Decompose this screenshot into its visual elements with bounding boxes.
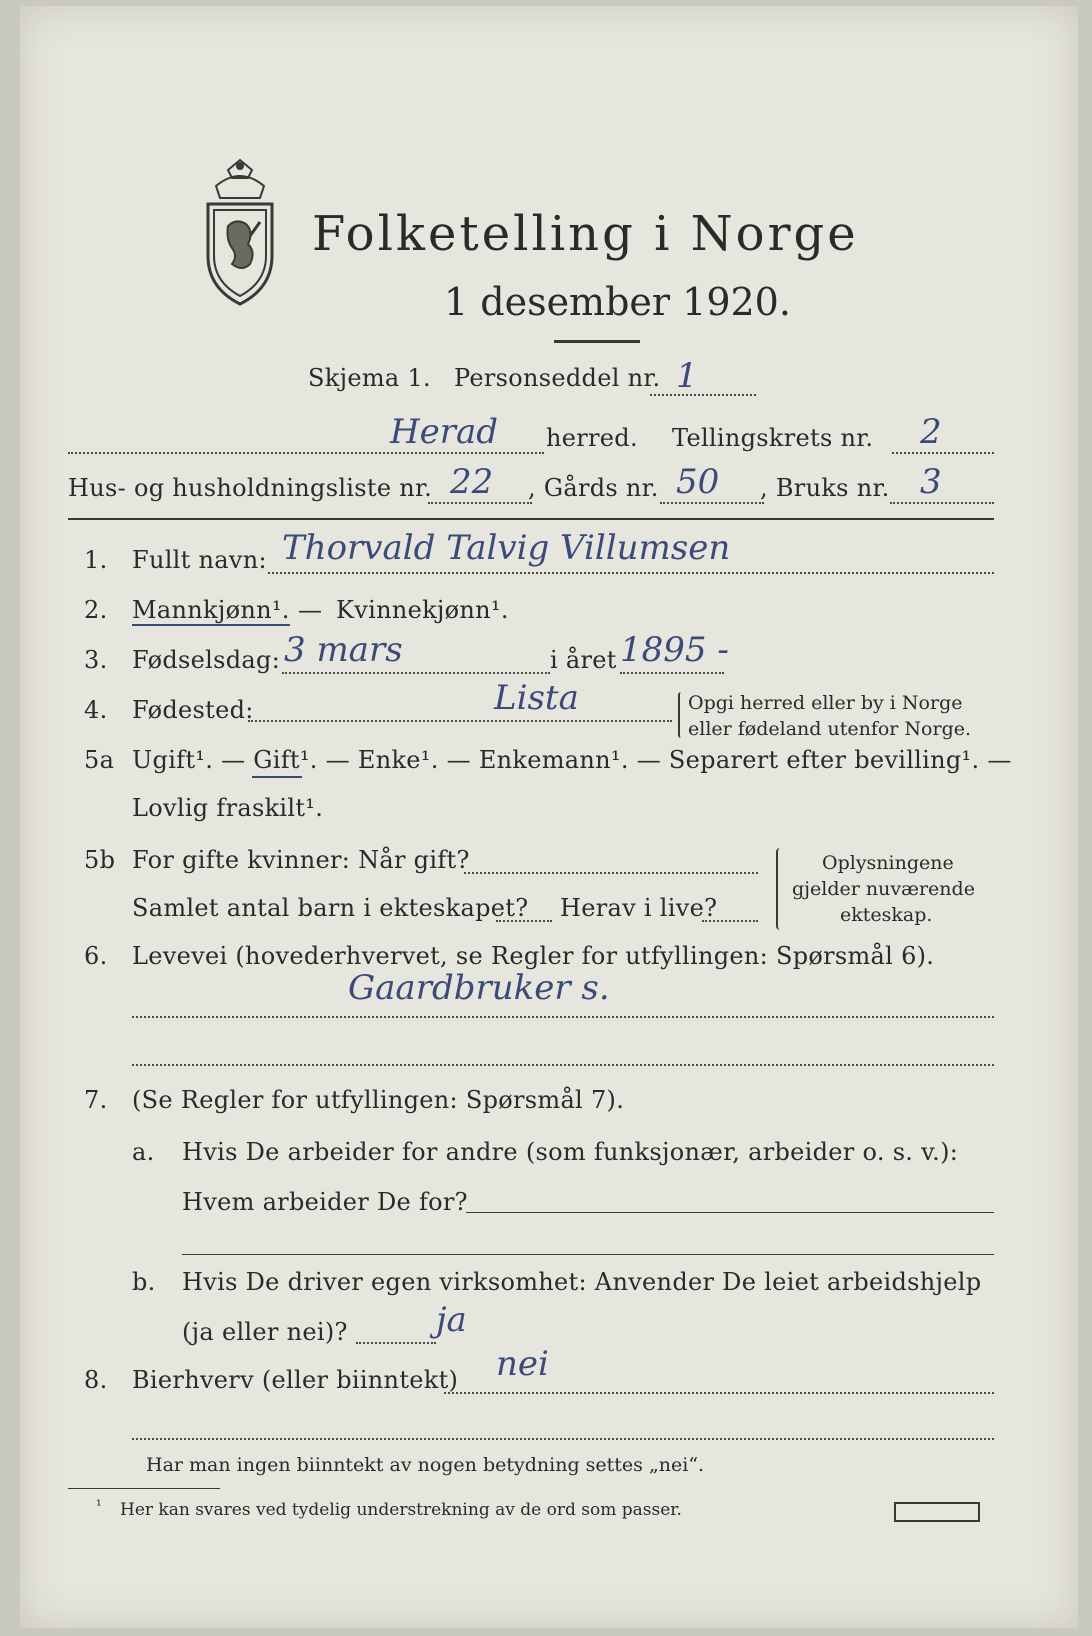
q7a-text: Hvis De arbeider for andre (som funksjonær, arbeider o. s. v.): — [182, 1138, 959, 1166]
gards-value[interactable]: 50 — [676, 462, 720, 502]
q8-line-1 — [444, 1392, 994, 1394]
q3-value[interactable]: 3 mars — [284, 630, 403, 670]
footnote-text: Her kan svares ved tydelig understrekning av de ord som passer. — [120, 1500, 682, 1520]
q5b-married-when-label: For gifte kvinner: Når gift? — [132, 846, 470, 874]
herred-value[interactable]: Herad — [390, 412, 499, 452]
form-title: Folketelling i Norge — [312, 206, 859, 262]
hus-label: Hus- og husholdningsliste nr. — [68, 474, 433, 502]
hus-line — [428, 502, 532, 504]
q8-value[interactable]: nei — [496, 1344, 549, 1384]
footer-note: Har man ingen biinntekt av nogen betydning settes „nei“. — [146, 1454, 705, 1476]
q1-number: 1. — [84, 546, 108, 574]
schema-label: Skjema 1. — [308, 364, 431, 392]
census-form-sheet — [20, 6, 1078, 1628]
title-divider — [554, 340, 640, 343]
q1-line — [268, 572, 994, 574]
q6-label: Levevei (hovederhvervet, se Regler for utfyllingen: Spørsmål 6). — [132, 942, 935, 970]
q5b-children-label: Samlet antal barn i ekteskapet? — [132, 894, 529, 922]
q4-note-line-1: Opgi herred eller by i Norge — [688, 692, 963, 714]
q5b-note-line-2: gjelder nuværende — [792, 878, 975, 900]
q7b-letter: b. — [132, 1268, 156, 1296]
q5b-note-bracket — [776, 848, 784, 930]
q4-number: 4. — [84, 696, 108, 724]
bruks-label: , Bruks nr. — [760, 474, 890, 502]
q5b-alive-line[interactable] — [702, 920, 758, 922]
q3-number: 3. — [84, 646, 108, 674]
q2-number: 2. — [84, 596, 108, 624]
census-date: 1 desember 1920. — [444, 280, 791, 324]
q4-line — [248, 720, 672, 722]
q7b-line — [356, 1342, 436, 1344]
q5b-number: 5b — [84, 846, 116, 874]
q7a-line-1[interactable] — [466, 1212, 994, 1213]
q5b-alive-label: Herav i live? — [560, 894, 718, 922]
q4-label: Fødested: — [132, 696, 254, 724]
bruks-value[interactable]: 3 — [920, 462, 942, 502]
q5a-options[interactable]: Ugift¹. — Gift¹. — Enke¹. — Enkemann¹. — Separert efter bevilling¹. — — [132, 746, 1012, 774]
q5a-options-cont[interactable]: Lovlig fraskilt¹. — [132, 794, 324, 822]
q5b-children-line[interactable] — [496, 920, 552, 922]
q6-value[interactable]: Gaardbruker s. — [348, 968, 610, 1008]
q8-label: Bierhverv (eller biinntekt) — [132, 1366, 459, 1394]
q7a-label: Hvem arbeider De for? — [182, 1188, 468, 1216]
q7-label: (Se Regler for utfyllingen: Spørsmål 7). — [132, 1086, 625, 1114]
q4-note-line-2: eller fødeland utenfor Norge. — [688, 718, 972, 740]
herred-line — [68, 452, 544, 454]
q6-line-1 — [132, 1016, 994, 1018]
q5b-note-line-1: Oplysningene — [822, 852, 954, 874]
q5b-note-line-3: ekteskap. — [840, 904, 933, 926]
q2-male-option[interactable]: Mannkjønn¹. — [132, 596, 290, 624]
printer-stamp-icon — [894, 1502, 980, 1522]
tellingskrets-line — [892, 452, 994, 454]
q3-year-value[interactable]: 1895 - — [620, 630, 729, 670]
q2-female-option[interactable]: Kvinnekjønn¹. — [336, 596, 509, 624]
gards-label: , Gårds nr. — [528, 474, 659, 502]
q7b-value[interactable]: ja — [436, 1300, 467, 1340]
q6-line-2[interactable] — [132, 1064, 994, 1066]
q8-number: 8. — [84, 1366, 108, 1394]
q8-line-2[interactable] — [132, 1438, 994, 1440]
q3-year-label: i året — [550, 646, 617, 674]
q1-value[interactable]: Thorvald Talvig Villumsen — [282, 528, 731, 568]
personseddel-line — [650, 394, 756, 396]
footnote-divider — [68, 1488, 220, 1489]
hus-value[interactable]: 22 — [450, 462, 494, 502]
q5a-number: 5a — [84, 746, 115, 774]
tellingskrets-value[interactable]: 2 — [920, 412, 942, 452]
q7a-line-2[interactable] — [182, 1254, 994, 1255]
bruks-line — [890, 502, 994, 504]
q4-note-bracket — [678, 692, 684, 738]
q3-label: Fødselsdag: — [132, 646, 281, 674]
herred-label: herred. — [546, 424, 638, 452]
q1-label: Fullt navn: — [132, 546, 267, 574]
q3-year-line — [620, 672, 724, 674]
q5b-married-when-line[interactable] — [464, 872, 758, 874]
q3-line — [282, 672, 550, 674]
footnote-mark: ¹ — [96, 1498, 102, 1514]
q7b-label: (ja eller nei)? — [182, 1318, 348, 1346]
gards-line — [660, 502, 764, 504]
q5a-gift-underline — [252, 776, 302, 778]
section-divider — [68, 518, 994, 520]
q7-number: 7. — [84, 1086, 108, 1114]
q6-number: 6. — [84, 942, 108, 970]
personseddel-value[interactable]: 1 — [676, 356, 698, 396]
personseddel-label: Personseddel nr. — [454, 364, 661, 392]
coat-of-arms-icon — [198, 156, 282, 308]
q2-separator: — — [298, 596, 323, 624]
q7a-letter: a. — [132, 1138, 155, 1166]
q7b-text: Hvis De driver egen virksomhet: Anvender De leiet arbeidshjelp — [182, 1268, 982, 1296]
tellingskrets-label: Tellingskrets nr. — [672, 424, 874, 452]
q4-value[interactable]: Lista — [494, 678, 579, 718]
